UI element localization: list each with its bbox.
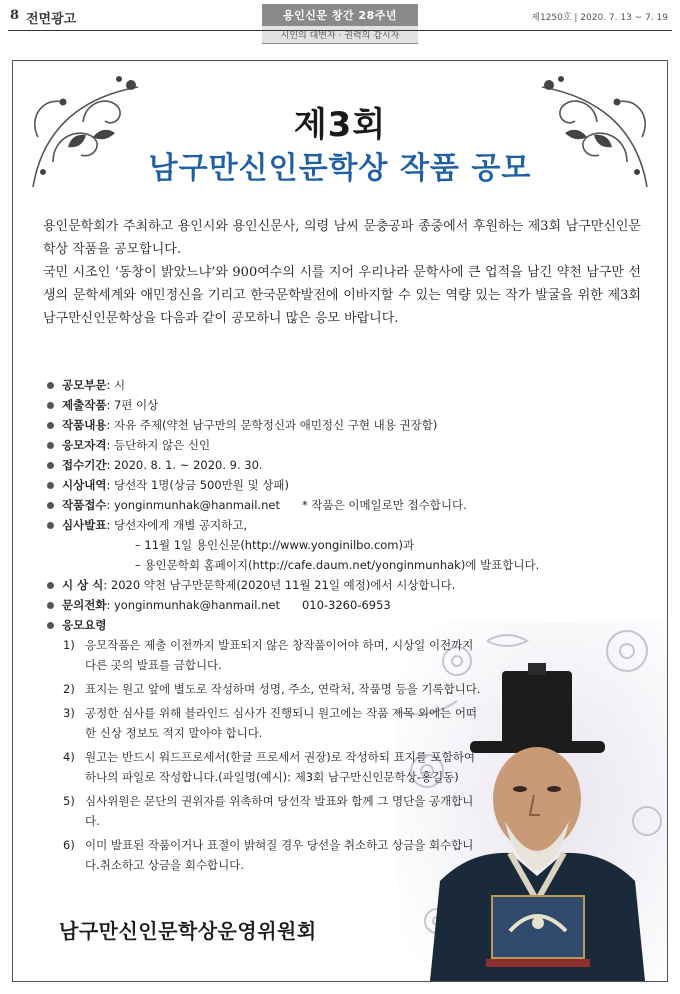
- bullet-icon: [47, 582, 54, 589]
- detail-label: 작품접수: [62, 498, 107, 512]
- intro-paragraph: 국민 시조인 ‘동창이 밝았느냐’와 900여수의 시를 지어 우리나라 문학사에 큰 업적을 남긴 약천 남구만 선생의 문학세계와 애민정신을 기리고 한국문학발전에 이바지할 수 있는 역량 있는 작가 발굴을 위한 제3회 남구만신인문학상을 다음과 같이 공모하니 많은 응모 바랍니다.: [43, 265, 641, 326]
- guideline-number: 5): [63, 794, 75, 808]
- announce-sub-line: – 용인문학회 홈페이지(http://cafe.daum.net/yonginmunhak)에 발표합니다.: [135, 558, 540, 572]
- detail-row-eligibility: 응모자격 : 등단하지 않은 신인: [43, 435, 643, 455]
- guideline-text: 심사위원은 문단의 권위자를 위촉하며 당선작 발표와 함께 그 명단을 공개합니다.: [85, 794, 474, 828]
- guideline-text: 이미 발표된 작품이거나 표절이 밝혀질 경우 당선을 취소하고 상금을 회수합니다.취소하고 상금을 회수합니다.: [85, 838, 474, 872]
- detail-row-prize: 시상내역 : 당선작 1명(상금 500만원 및 상패): [43, 475, 643, 495]
- detail-value: 당선작 1명(상금 500만원 및 상패): [113, 478, 290, 492]
- detail-label: 시상내역: [62, 478, 107, 492]
- guideline-number: 6): [63, 838, 75, 852]
- detail-value: 등단하지 않은 신인: [113, 438, 211, 452]
- detail-label: 제출작품: [62, 398, 107, 412]
- ad-title-main: 남구만신인문학상 작품 공모: [148, 151, 532, 186]
- guideline-number: 3): [63, 706, 75, 720]
- guideline-item: [63, 747, 483, 787]
- detail-label: 접수기간: [62, 458, 107, 472]
- detail-row-ceremony: 시 상 식 : 2020 약천 남구만문학제(2020년 11월 21일 예정)에서 시상합니다.: [43, 575, 643, 595]
- detail-row-announcement: 심사발표 : 당선자에게 개별 공지하고,: [43, 515, 643, 535]
- guideline-number: 1): [63, 638, 75, 652]
- issue-info: 제1250호 | 2020. 7. 13 ~ 7. 19: [531, 13, 668, 23]
- detail-value: 당선자에게 개별 공지하고,: [113, 518, 248, 532]
- detail-value: 2020 약천 남구만문학제(2020년 11월 21일 예정)에서 시상합니다.: [110, 578, 456, 592]
- masthead: [262, 4, 418, 44]
- guideline-text: 표지는 원고 앞에 별도로 작성하며 성명, 주소, 연락처, 작품명 등을 기록합니다.: [85, 682, 481, 696]
- guideline-item: [63, 835, 483, 875]
- guideline-item: [63, 635, 483, 675]
- bullet-icon: [47, 382, 54, 389]
- detail-label: 작품내용: [62, 418, 107, 432]
- detail-label: 문의전화: [62, 598, 107, 612]
- guideline-text: 공정한 심사를 위해 블라인드 심사가 진행되니 원고에는 작품 제목 외에는 어떠한 신상 정보도 적지 말아야 합니다.: [85, 706, 478, 740]
- contact-email-link[interactable]: yonginmunhak@hanmail.net: [113, 598, 280, 612]
- advertisement: [12, 60, 668, 982]
- guideline-item: [63, 679, 483, 699]
- detail-label: 응모요령: [62, 618, 107, 632]
- masthead-motto: 시민의 대변자 · 권력의 감시자: [262, 26, 418, 43]
- detail-label: 공모부문: [62, 378, 107, 392]
- guideline-item: [63, 703, 483, 743]
- guideline-text: 응모작품은 제출 이전까지 발표되지 않은 창작품이어야 하며, 시상일 이전까지 다른 곳의 발표를 금합니다.: [85, 638, 474, 672]
- detail-value: 자유 주제(약천 남구만의 문학정신과 애민정신 구현 내용 권장함): [113, 418, 438, 432]
- ad-title-edition: 제3회: [293, 105, 387, 145]
- guideline-list: [63, 635, 483, 879]
- detail-value: 2020. 8. 1. ~ 2020. 9. 30.: [113, 458, 263, 472]
- detail-note: * 작품은 이메일로만 접수합니다.: [301, 498, 467, 512]
- detail-row-category: 공모부문 : 시: [43, 375, 643, 395]
- announce-sub-line: – 11월 1일 용인신문(http://www.yonginilbo.com)과: [135, 538, 415, 552]
- intro-text: [43, 215, 641, 330]
- header-rule: [8, 30, 672, 31]
- organizer-name: 남구만신인문학상운영위원회: [59, 919, 317, 943]
- detail-row-submission-count: 제출작품 : 7편 이상: [43, 395, 643, 415]
- submission-email-link[interactable]: yonginmunhak@hanmail.net: [113, 498, 280, 512]
- detail-row-guidelines: [43, 615, 643, 635]
- bullet-icon: [47, 522, 54, 529]
- masthead-title: 용인신문 창간 28주년: [283, 9, 397, 22]
- detail-row-submission: 작품접수 : yonginmunhak@hanmail.net * 작품은 이메일로만 접수합니다.: [43, 495, 643, 515]
- guideline-number: 2): [63, 682, 75, 696]
- detail-label: 심사발표: [62, 518, 107, 532]
- intro-paragraph: 용인문학회가 주최하고 용인시와 용인신문사, 의령 남씨 문충공파 종중에서 후원하는 제3회 남구만신인문학상 작품을 공모합니다.: [43, 219, 641, 257]
- bullet-icon: [47, 602, 54, 609]
- bullet-icon: [47, 622, 54, 629]
- bullet-icon: [47, 422, 54, 429]
- contest-details: [43, 375, 643, 635]
- detail-value: 시: [113, 378, 126, 392]
- detail-label: 시 상 식: [62, 578, 104, 592]
- guideline-number: 4): [63, 750, 75, 764]
- detail-row-period: 접수기간 : 2020. 8. 1. ~ 2020. 9. 30.: [43, 455, 643, 475]
- bullet-icon: [47, 442, 54, 449]
- bullet-icon: [47, 402, 54, 409]
- detail-row-contact: 문의전화 : yonginmunhak@hanmail.net 010-3260-6953: [43, 595, 643, 615]
- guideline-item: [63, 791, 483, 831]
- bullet-icon: [47, 462, 54, 469]
- bullet-icon: [47, 482, 54, 489]
- page-number: 8: [10, 8, 20, 23]
- newspaper-header: [0, 0, 680, 46]
- detail-row-content: 작품내용 : 자유 주제(약천 남구만의 문학정신과 애민정신 구현 내용 권장함): [43, 415, 643, 435]
- guideline-text: 원고는 반드시 워드프로세서(한글 프로세서 권장)로 작성하되 표지를 포함하여 하나의 파일로 작성합니다.(파일명(예시): 제3회 남구만신인문학상-홍길동): [85, 750, 476, 784]
- detail-label: 응모자격: [62, 438, 107, 452]
- detail-value: 7편 이상: [113, 398, 159, 412]
- contact-phone: 010-3260-6953: [301, 598, 391, 612]
- bullet-icon: [47, 502, 54, 509]
- section-title: 전면광고: [26, 12, 77, 27]
